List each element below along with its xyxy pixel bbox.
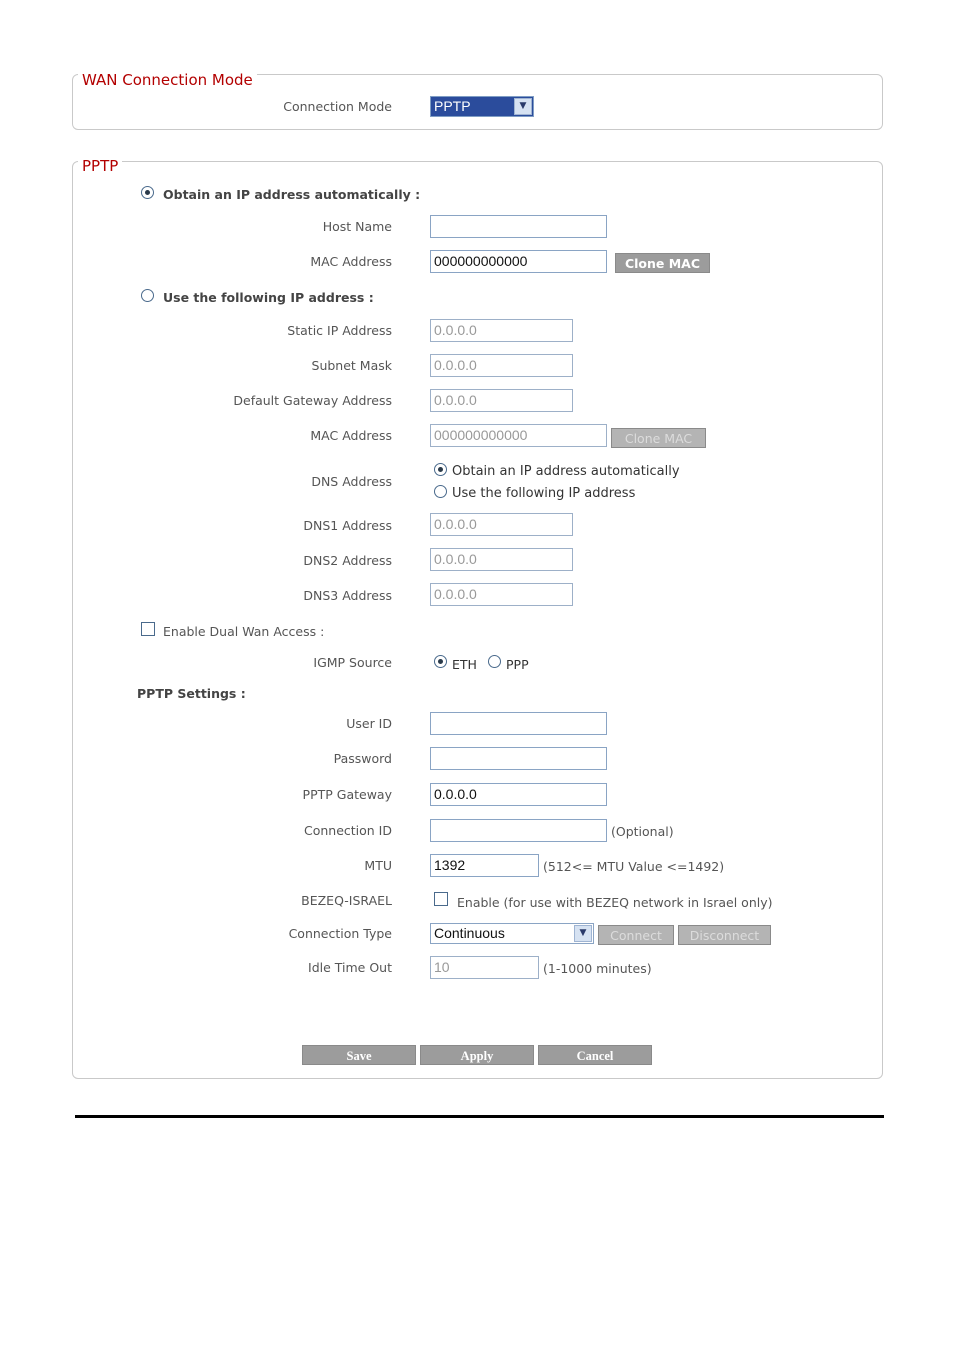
- static-ip-input[interactable]: 0.0.0.0: [430, 319, 573, 342]
- mac-address-label: MAC Address: [310, 254, 392, 269]
- chevron-down-icon: ▼: [514, 98, 532, 115]
- clone-mac-button[interactable]: Clone MAC: [615, 253, 710, 273]
- mtu-input[interactable]: 1392: [430, 854, 539, 877]
- subnet-mask-input[interactable]: 0.0.0.0: [430, 354, 573, 377]
- connection-type-label: Connection Type: [288, 926, 392, 941]
- subnet-mask-label: Subnet Mask: [311, 358, 392, 373]
- password-label: Password: [333, 751, 392, 766]
- default-gateway-input[interactable]: 0.0.0.0: [430, 389, 573, 412]
- idle-time-out-hint: (1-1000 minutes): [543, 961, 652, 976]
- idle-time-out-label: Idle Time Out: [308, 960, 392, 975]
- cancel-button[interactable]: Cancel: [538, 1045, 652, 1065]
- connection-id-label: Connection ID: [303, 823, 392, 838]
- connection-type-value: Continuous: [434, 925, 505, 941]
- static-ip-label: Static IP Address: [287, 323, 392, 338]
- default-gateway-label: Default Gateway Address: [233, 393, 392, 408]
- dns2-label: DNS2 Address: [303, 553, 392, 568]
- connection-id-hint: (Optional): [611, 824, 674, 839]
- use-following-label: Use the following IP address :: [163, 290, 374, 305]
- igmp-eth-radio[interactable]: [434, 655, 447, 668]
- igmp-source-label: IGMP Source: [313, 655, 392, 670]
- igmp-ppp-label: PPP: [506, 657, 529, 672]
- mtu-label: MTU: [364, 858, 392, 873]
- igmp-ppp-radio[interactable]: [488, 655, 501, 668]
- connection-mode-select[interactable]: [430, 96, 534, 117]
- mac-address-2-label: MAC Address: [310, 428, 392, 443]
- dual-wan-checkbox[interactable]: [141, 622, 155, 636]
- clone-mac-2-button[interactable]: Clone MAC: [611, 428, 706, 448]
- dns3-input[interactable]: 0.0.0.0: [430, 583, 573, 606]
- use-following-radio[interactable]: [141, 289, 154, 302]
- user-id-label: User ID: [346, 716, 392, 731]
- mac-address-2-input[interactable]: 000000000000: [430, 424, 607, 447]
- dns1-input[interactable]: 0.0.0.0: [430, 513, 573, 536]
- dns2-input[interactable]: 0.0.0.0: [430, 548, 573, 571]
- obtain-auto-label: Obtain an IP address automatically :: [163, 187, 421, 202]
- mtu-hint: (512<= MTU Value <=1492): [543, 859, 725, 874]
- user-id-input[interactable]: [430, 712, 607, 735]
- pptp-legend: PPTP: [78, 157, 122, 175]
- password-input[interactable]: [430, 747, 607, 770]
- dns-manual-radio[interactable]: [434, 485, 447, 498]
- mac-address-input[interactable]: 000000000000: [430, 250, 607, 273]
- apply-button[interactable]: Apply: [420, 1045, 534, 1065]
- wan-connection-mode-legend: WAN Connection Mode: [78, 71, 257, 89]
- dual-wan-label: Enable Dual Wan Access :: [163, 624, 325, 639]
- dns-auto-label: Obtain an IP address automatically: [452, 464, 680, 479]
- connection-mode-label: Connection Mode: [283, 99, 392, 114]
- dns-address-label: DNS Address: [311, 474, 392, 489]
- idle-time-out-input[interactable]: 10: [430, 956, 539, 979]
- host-name-input[interactable]: [430, 215, 607, 238]
- disconnect-button[interactable]: Disconnect: [678, 925, 771, 945]
- host-name-label: Host Name: [322, 219, 392, 234]
- pptp-settings-label: PPTP Settings :: [137, 686, 246, 701]
- bezeq-label: BEZEQ-ISRAEL: [301, 893, 392, 908]
- connection-id-input[interactable]: [430, 819, 607, 842]
- dns-manual-label: Use the following IP address: [452, 486, 636, 501]
- save-button[interactable]: Save: [302, 1045, 416, 1065]
- dns-auto-radio[interactable]: [434, 463, 447, 476]
- connection-mode-value: PPTP: [434, 98, 471, 114]
- chevron-down-icon: ▼: [574, 925, 592, 942]
- dns1-label: DNS1 Address: [303, 518, 392, 533]
- bezeq-hint: Enable (for use with BEZEQ network in Israel only): [457, 895, 773, 910]
- pptp-gateway-label: PPTP Gateway: [302, 787, 392, 802]
- pptp-gateway-input[interactable]: 0.0.0.0: [430, 783, 607, 806]
- bezeq-checkbox[interactable]: [434, 892, 448, 906]
- connect-button[interactable]: Connect: [598, 925, 674, 945]
- obtain-auto-radio[interactable]: [141, 186, 154, 199]
- igmp-eth-label: ETH: [452, 657, 477, 672]
- page-divider: [75, 1115, 884, 1118]
- connection-type-select[interactable]: [430, 923, 594, 944]
- dns3-label: DNS3 Address: [303, 588, 392, 603]
